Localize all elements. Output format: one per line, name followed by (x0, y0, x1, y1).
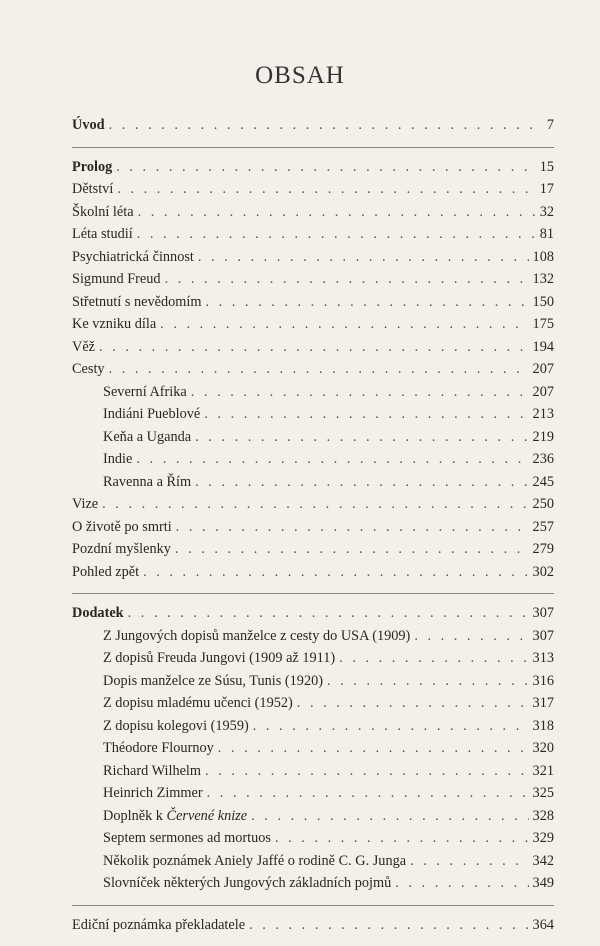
toc-entry-page-number: 194 (532, 338, 554, 355)
toc-entry-label: Střetnutí s nevědomím (72, 293, 202, 310)
toc-entry[interactable] (72, 785, 554, 808)
toc-entry[interactable] (72, 718, 554, 741)
dot-leader (109, 361, 529, 378)
toc-entry[interactable] (72, 541, 554, 564)
toc-entry-label: Théodore Flournoy (103, 740, 214, 756)
dot-leader (137, 226, 536, 243)
toc-entry-label: Indie (103, 451, 133, 467)
toc-entry[interactable] (72, 117, 554, 140)
toc-entry-label: Richard Wilhelm (103, 762, 202, 779)
toc-entry[interactable] (72, 650, 554, 673)
toc-entry-page-number: 219 (532, 428, 554, 445)
toc-entry-page-number: 307 (532, 627, 554, 644)
dot-leader (116, 159, 535, 176)
toc-entry[interactable] (72, 763, 554, 786)
section-divider (72, 593, 554, 594)
toc-entry[interactable] (72, 853, 554, 876)
toc-entry-label: Ediční poznámka překladatele (72, 916, 246, 933)
toc-entry-label-italic: Červené knize (166, 807, 248, 824)
toc-entry[interactable] (72, 474, 554, 497)
toc-entry-page-number: 81 (539, 226, 554, 242)
toc-entry[interactable] (72, 361, 554, 384)
toc-section (72, 159, 554, 587)
dot-leader (410, 853, 528, 870)
toc-entry[interactable] (72, 496, 554, 519)
dot-leader (195, 474, 528, 491)
toc-entry[interactable] (72, 875, 554, 898)
toc-entry-label: Dopis manželce ze Súsu, Tunis (1920) (103, 672, 323, 689)
toc-entry-label: Slovníček některých Jungových základních pojmů (103, 875, 392, 891)
toc-entry-label: Severní Afrika (103, 383, 187, 400)
toc-entry-label: Psychiatrická činnost (72, 248, 194, 265)
toc-entry-page-number: 257 (532, 518, 554, 535)
toc-entry-page-number: 317 (532, 695, 554, 711)
toc-entry-page-number: 316 (532, 672, 554, 689)
toc-entry-label: Keňa a Uganda (103, 428, 192, 445)
dot-leader (275, 830, 529, 847)
dot-leader (297, 695, 529, 712)
toc-entry-label: Úvod (72, 117, 105, 133)
section-divider (72, 905, 554, 906)
toc-entry[interactable] (72, 339, 554, 362)
toc-entry[interactable] (72, 204, 554, 227)
toc-section (72, 605, 554, 898)
toc-entry-page-number: 328 (532, 807, 554, 824)
dot-leader (175, 541, 529, 558)
toc-entry-label: Dodatek (72, 605, 124, 621)
toc-entry-page-number: 108 (532, 248, 554, 265)
toc-entry-label: Několik poznámek Aniely Jaffé o rodině C. G. Junga (103, 852, 407, 869)
toc-entry[interactable] (72, 406, 554, 429)
toc-entry-label: Heinrich Zimmer (103, 785, 203, 801)
dot-leader (99, 339, 529, 356)
toc-entry-page-number: 207 (532, 383, 554, 400)
dot-leader (414, 628, 528, 645)
toc-entry[interactable] (72, 628, 554, 651)
toc-section (72, 917, 554, 940)
toc-entry[interactable] (72, 181, 554, 204)
toc-entry-label: Z Jungových dopisů manželce z cesty do USA (1909) (103, 627, 411, 644)
toc-entry[interactable] (72, 695, 554, 718)
toc-entry-page-number: 132 (532, 271, 554, 287)
dot-leader (102, 496, 528, 513)
toc-entry-page-number: 15 (539, 158, 554, 175)
toc-entry[interactable] (72, 316, 554, 339)
toc-entry[interactable] (72, 740, 554, 763)
toc-entry-label: Pozdní myšlenky (72, 541, 171, 557)
dot-leader (204, 406, 528, 423)
dot-leader (253, 718, 529, 735)
toc-entry[interactable] (72, 605, 554, 628)
toc-entry-page-number: 279 (532, 541, 554, 557)
toc-entry[interactable] (72, 917, 554, 940)
toc-entry[interactable] (72, 830, 554, 853)
toc-entry-page-number: 325 (532, 785, 554, 801)
section-divider (72, 147, 554, 148)
toc-entry-page-number: 150 (532, 293, 554, 310)
dot-leader (327, 673, 529, 690)
toc-entry-page-number: 364 (532, 916, 554, 933)
toc-entry-page-number: 236 (532, 451, 554, 467)
dot-leader (205, 294, 528, 311)
toc-entry-label: Prolog (72, 158, 113, 175)
toc-entry-label: Ke vzniku díla (72, 316, 157, 332)
toc-entry[interactable] (72, 384, 554, 407)
toc-entry-label: O životě po smrti (72, 518, 172, 535)
dot-leader (176, 519, 529, 536)
page-title: OBSAH (255, 62, 345, 89)
toc-entry[interactable] (72, 564, 554, 587)
toc-entry-page-number: 32 (539, 203, 554, 220)
toc-entry-page-number: 321 (532, 762, 554, 779)
toc-entry-label: Dětství (72, 181, 114, 197)
toc-entry-label: Z dopisů Freuda Jungovi (1909 až 1911) (103, 650, 336, 666)
dot-leader (136, 451, 528, 468)
dot-leader (143, 564, 528, 581)
toc-entry-page-number: 250 (532, 496, 554, 512)
toc-entry-label: Indiáni Pueblové (103, 406, 201, 422)
toc-entry-label: Z dopisu mladému učenci (1952) (103, 695, 293, 711)
toc-entry-page-number: 302 (532, 563, 554, 580)
toc-entry-label: Z dopisu kolegovi (1959) (103, 717, 249, 734)
toc-entry[interactable] (72, 271, 554, 294)
toc-entry-page-number: 245 (532, 473, 554, 490)
dot-leader (198, 249, 529, 266)
toc-entry[interactable] (72, 519, 554, 542)
dot-leader (160, 316, 528, 333)
toc-entry-label: Sigmund Freud (72, 271, 161, 287)
dot-leader (191, 384, 529, 401)
dot-leader (207, 785, 529, 802)
toc-entry-page-number: 318 (532, 717, 554, 734)
toc-entry[interactable] (72, 159, 554, 182)
dot-leader (218, 740, 529, 757)
toc-entry[interactable] (72, 294, 554, 317)
toc-entry-label: Léta studií (72, 226, 133, 242)
toc-entry-page-number: 17 (539, 181, 554, 197)
toc-section (72, 117, 554, 140)
dot-leader (109, 117, 543, 134)
toc-entry[interactable] (72, 249, 554, 272)
toc-entry-page-number: 329 (532, 830, 554, 846)
toc-entry-label: Cesty (72, 361, 105, 377)
toc-entry-label: Vize (72, 496, 99, 512)
dot-leader (128, 605, 529, 622)
toc-entry[interactable] (72, 451, 554, 474)
dot-leader (165, 271, 529, 288)
toc-entry[interactable] (72, 808, 554, 831)
toc-entry-page-number: 313 (532, 650, 554, 666)
toc-entry-page-number: 320 (532, 740, 554, 756)
toc-entry-page-number: 213 (532, 406, 554, 422)
toc-entry[interactable] (72, 226, 554, 249)
toc-entry-label: Školní léta (72, 203, 134, 220)
dot-leader (339, 650, 528, 667)
dot-leader (249, 917, 528, 934)
toc-entry-label: Ravenna a Řím (103, 473, 192, 490)
toc-entry-page-number: 349 (532, 875, 554, 891)
toc-entry-page-number: 175 (532, 316, 554, 332)
toc-entry[interactable] (72, 673, 554, 696)
toc-entry-page-number: 207 (532, 361, 554, 377)
toc-entry-label: Pohled zpět (72, 563, 140, 580)
dot-leader (251, 808, 528, 825)
toc-entry-label: Doplněk k Červené knize (103, 807, 248, 824)
dot-leader (117, 181, 535, 198)
toc-entry-page-number: 342 (532, 852, 554, 869)
toc-entry-label: Věž (72, 338, 96, 355)
dot-leader (195, 429, 528, 446)
toc-entry-label: Septem sermones ad mortuos (103, 830, 271, 846)
table-of-contents (72, 117, 554, 946)
toc-entry-page-number: 7 (546, 117, 554, 133)
toc-entry[interactable] (72, 429, 554, 452)
dot-leader (138, 204, 536, 221)
dot-leader (205, 763, 529, 780)
toc-entry-page-number: 307 (532, 605, 554, 621)
